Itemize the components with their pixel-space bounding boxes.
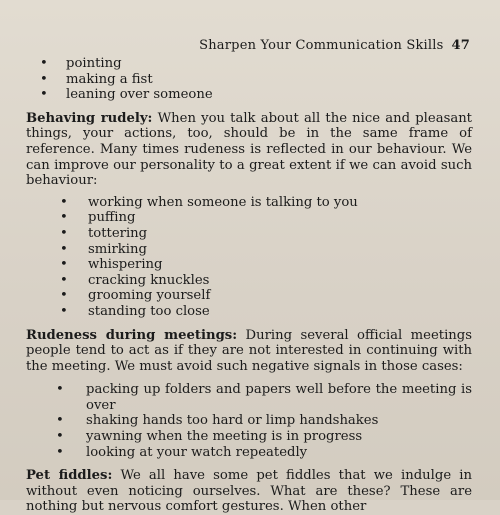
page-content [26,56,472,515]
paragraph-behaving-rudely [26,111,472,189]
list-item: • packing up folders and papers well before the meeting is over [26,382,472,413]
list-item: • grooming yourself [26,288,472,304]
list-rude-behaviours [26,195,472,320]
list-item: • pointing [26,56,472,72]
running-header [199,38,470,53]
page-number: 47 [451,38,470,53]
list-item: • leaning over someone [26,87,472,103]
running-title: Sharpen Your Communication Skills [199,38,444,53]
list-meeting-signals [26,382,472,460]
list-item: • working when someone is talking to you [26,195,472,211]
list-item: • smirking [26,242,472,258]
list-item: • making a fist [26,72,472,88]
paragraph-lead: Rudeness during meetings: [26,327,238,343]
paragraph-lead: Pet fiddles: [26,468,113,484]
list-gestures [26,56,472,103]
paragraph-text: When you talk about all the nice and pleasant things, your actions, too, should be in the same frame of reference. Many times rudeness is reflected in our behaviour. We can improve our personality to a great extent if we can avoid such behaviour: [26,110,472,189]
paragraph-text: We all have some pet fiddles that we indulge in without even noticing ourselves. What are these? These are nothing but nervous comfort gestures. When other [26,468,472,515]
paragraph-rudeness-meetings [26,328,472,375]
list-item: • tottering [26,226,472,242]
list-item: • cracking knuckles [26,273,472,289]
paragraph-text: During several official meetings people tend to act as if they are not interested in continuing with the meeting. We must avoid such negative signals in those cases: [26,327,472,374]
paragraph-lead: Behaving rudely: [26,110,153,126]
list-item: • shaking hands too hard or limp handshakes [26,413,472,429]
list-item: • standing too close [26,304,472,320]
list-item: • yawning when the meeting is in progress [26,429,472,445]
list-item: • puffing [26,210,472,226]
list-item: • looking at your watch repeatedly [26,445,472,461]
paragraph-pet-fiddles [26,468,472,515]
list-item: • whispering [26,257,472,273]
